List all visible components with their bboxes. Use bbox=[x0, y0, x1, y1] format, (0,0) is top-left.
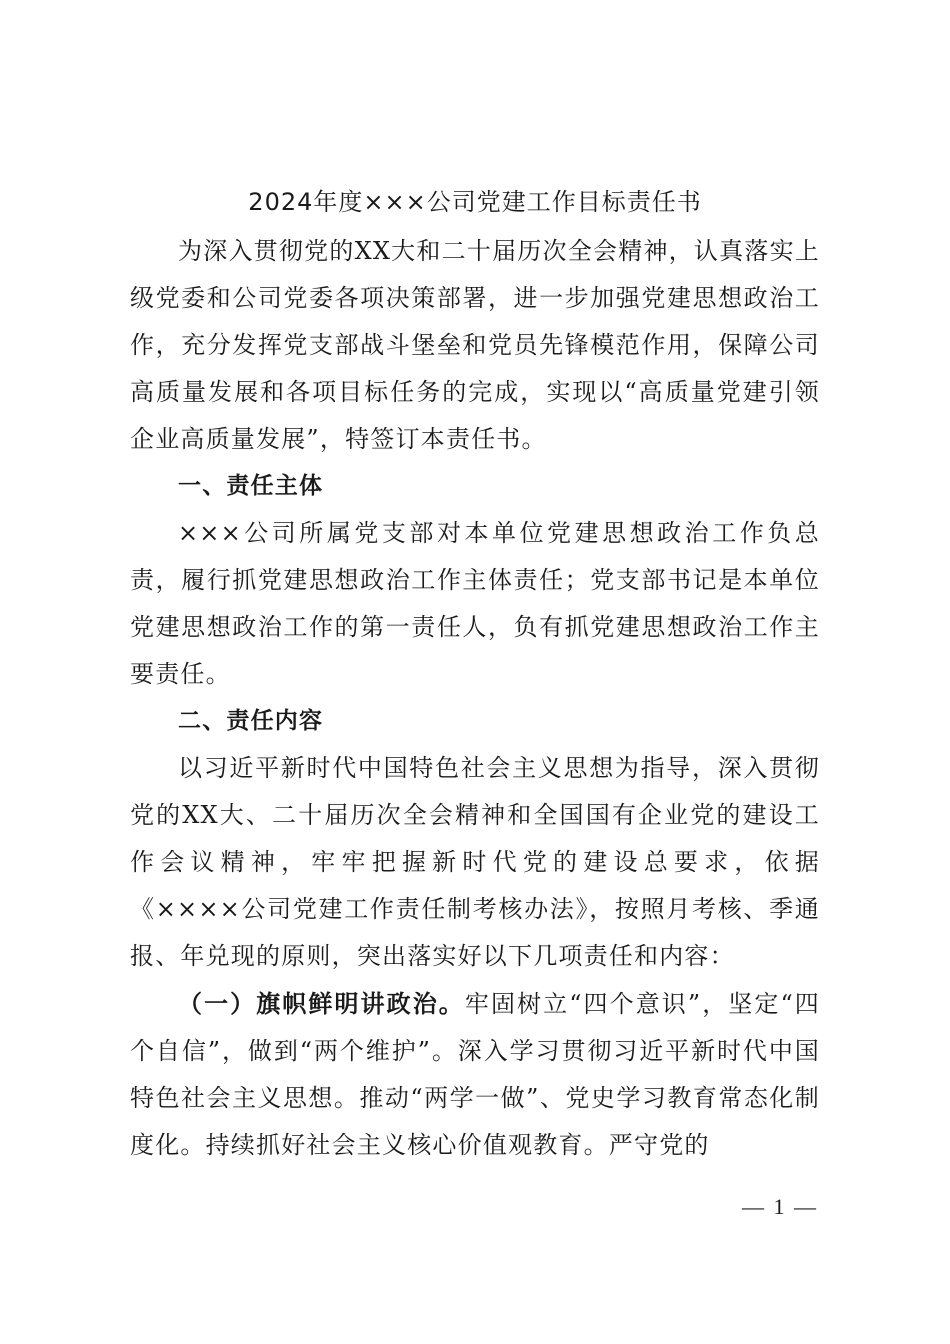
section2-paragraph: 以习近平新时代中国特色社会主义思想为指导，深入贯彻党的XX大、二十届历次全会精神和全国国有企业党的建设工作会议精神，牢牢把握新时代党的建设总要求，依据《××××公司党建工作责任制考核办法》，按照月考核、季通报、年兑现的原则，突出落实好以下几项责任和内容： bbox=[130, 754, 820, 970]
item1-paragraph bbox=[130, 980, 820, 1169]
section-heading-responsibility-content: 二、责任内容 bbox=[178, 708, 324, 734]
page-number: — 1 — bbox=[742, 1194, 818, 1219]
section-heading-responsibility-subject: 一、责任主体 bbox=[178, 473, 324, 499]
item1-text: 牢固树立“四个意识”，坚定“四个自信”，做到“两个维护”。深入学习贯彻习近平新时代中国特色社会主义思想。推动“两学一做”、党史学习教育常态化制度化。持续抓好社会主义核心价值观教育。严守党的 bbox=[130, 990, 820, 1159]
document-body bbox=[130, 228, 820, 1169]
intro-paragraph: 为深入贯彻党的XX大和二十届历次全会精神，认真落实上级党委和公司党委各项决策部署，进一步加强党建思想政治工作，充分发挥党支部战斗堡垒和党员先锋模范作用，保障公司高质量发展和各项目标任务的完成，实现以“高质量党建引领企业高质量发展”，特签订本责任书。 bbox=[130, 237, 820, 453]
item1-title: （一）旗帜鲜明讲政治。 bbox=[178, 989, 465, 1018]
section1-paragraph: ×××公司所属党支部对本单位党建思想政治工作负总责，履行抓党建思想政治工作主体责任；党支部书记是本单位党建思想政治工作的第一责任人，负有抓党建思想政治工作主要责任。 bbox=[130, 519, 820, 688]
document-title: 2024年度×××公司党建工作目标责任书 bbox=[248, 188, 702, 216]
